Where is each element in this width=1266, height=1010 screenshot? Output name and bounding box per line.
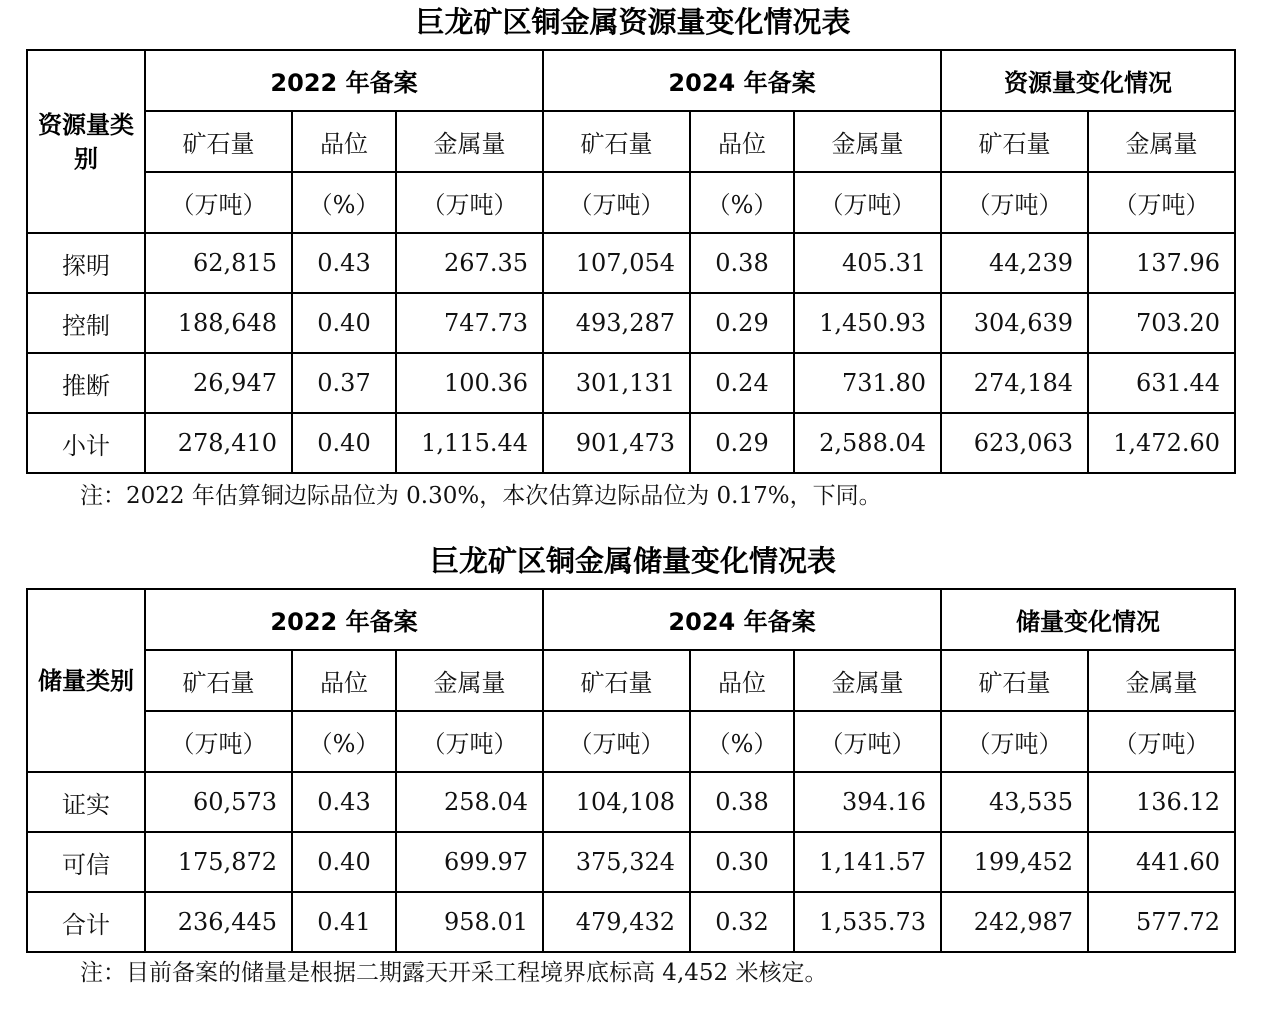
table-row [27, 832, 1235, 892]
cell-ore-2024: 301,131 [543, 353, 690, 413]
subheader-grade: 品位 [292, 111, 396, 172]
unit-label: （万吨） [1088, 711, 1235, 772]
cell-metal-2022: 958.01 [396, 892, 543, 952]
subheader-ore: 矿石量 [145, 650, 292, 711]
row-label: 控制 [27, 293, 145, 353]
cell-ore-change: 242,987 [941, 892, 1088, 952]
cell-metal-2024: 405.31 [794, 233, 941, 293]
cell-metal-2022: 258.04 [396, 772, 543, 832]
cell-ore-2022: 175,872 [145, 832, 292, 892]
cell-ore-2022: 236,445 [145, 892, 292, 952]
resource-table-title: 巨龙矿区铜金属资源量变化情况表 [415, 5, 851, 39]
table-row [27, 293, 1235, 353]
cell-grade-2024: 0.30 [690, 832, 794, 892]
subheader-ore: 矿石量 [543, 111, 690, 172]
subheader-ore: 矿石量 [145, 111, 292, 172]
unit-label: （%） [690, 172, 794, 233]
cell-metal-2024: 2,588.04 [794, 413, 941, 473]
unit-label: （万吨） [794, 711, 941, 772]
row-label: 推断 [27, 353, 145, 413]
category-header: 资源量类别 [27, 50, 145, 233]
unit-label: （万吨） [396, 711, 543, 772]
table-row-subtotal [27, 413, 1235, 473]
cell-metal-2024: 1,450.93 [794, 293, 941, 353]
subheader-metal: 金属量 [396, 111, 543, 172]
reserve-table-note: 注：目前备案的储量是根据二期露天开采工程境界底标高 4,452 米核定。 [80, 960, 828, 986]
unit-label: （万吨） [543, 711, 690, 772]
unit-label: （%） [292, 711, 396, 772]
cell-grade-2024: 0.38 [690, 233, 794, 293]
unit-label: （万吨） [145, 172, 292, 233]
cell-metal-change: 577.72 [1088, 892, 1235, 952]
unit-label: （%） [292, 172, 396, 233]
cell-metal-2022: 699.97 [396, 832, 543, 892]
cell-metal-change: 1,472.60 [1088, 413, 1235, 473]
cell-ore-change: 44,239 [941, 233, 1088, 293]
cell-ore-2022: 26,947 [145, 353, 292, 413]
header-row-units [27, 172, 1235, 233]
cell-metal-change: 136.12 [1088, 772, 1235, 832]
header-row-subheaders [27, 650, 1235, 711]
header-row-subheaders [27, 111, 1235, 172]
cell-grade-2022: 0.40 [292, 413, 396, 473]
cell-grade-2024: 0.38 [690, 772, 794, 832]
cell-metal-2022: 100.36 [396, 353, 543, 413]
resource-table-note: 注：2022 年估算铜边际品位为 0.30%，本次估算边际品位为 0.17%，下同。 [80, 483, 882, 509]
cell-grade-2022: 0.40 [292, 832, 396, 892]
cell-ore-2022: 60,573 [145, 772, 292, 832]
row-label: 可信 [27, 832, 145, 892]
cell-grade-2024: 0.29 [690, 413, 794, 473]
cell-ore-2024: 901,473 [543, 413, 690, 473]
subheader-grade: 品位 [690, 111, 794, 172]
cell-ore-2022: 188,648 [145, 293, 292, 353]
subheader-ore: 矿石量 [543, 650, 690, 711]
unit-label: （万吨） [543, 172, 690, 233]
cell-metal-2022: 1,115.44 [396, 413, 543, 473]
group-header-2024: 2024 年备案 [543, 50, 941, 111]
subheader-metal: 金属量 [794, 650, 941, 711]
group-header-2022: 2022 年备案 [145, 50, 543, 111]
cell-metal-change: 703.20 [1088, 293, 1235, 353]
group-header-2024: 2024 年备案 [543, 589, 941, 650]
cell-metal-2024: 394.16 [794, 772, 941, 832]
cell-ore-2024: 375,324 [543, 832, 690, 892]
row-label: 证实 [27, 772, 145, 832]
cell-metal-2024: 1,141.57 [794, 832, 941, 892]
cell-metal-2022: 267.35 [396, 233, 543, 293]
table-row [27, 353, 1235, 413]
unit-label: （万吨） [941, 172, 1088, 233]
cell-ore-2024: 107,054 [543, 233, 690, 293]
header-row-groups [27, 589, 1235, 650]
category-header: 储量类别 [27, 589, 145, 772]
cell-ore-2022: 62,815 [145, 233, 292, 293]
cell-grade-2024: 0.29 [690, 293, 794, 353]
cell-ore-2024: 479,432 [543, 892, 690, 952]
subheader-grade: 品位 [292, 650, 396, 711]
cell-ore-change: 199,452 [941, 832, 1088, 892]
subheader-ore: 矿石量 [941, 111, 1088, 172]
group-header-change: 储量变化情况 [941, 589, 1235, 650]
cell-ore-change: 274,184 [941, 353, 1088, 413]
group-header-2022: 2022 年备案 [145, 589, 543, 650]
subheader-ore: 矿石量 [941, 650, 1088, 711]
cell-grade-2022: 0.40 [292, 293, 396, 353]
subheader-metal: 金属量 [794, 111, 941, 172]
cell-metal-2022: 747.73 [396, 293, 543, 353]
cell-metal-change: 137.96 [1088, 233, 1235, 293]
cell-ore-2024: 493,287 [543, 293, 690, 353]
table-row-total [27, 892, 1235, 952]
header-row-groups [27, 50, 1235, 111]
subheader-grade: 品位 [690, 650, 794, 711]
unit-label: （万吨） [1088, 172, 1235, 233]
unit-label: （%） [690, 711, 794, 772]
subheader-metal: 金属量 [1088, 650, 1235, 711]
cell-ore-change: 43,535 [941, 772, 1088, 832]
cell-grade-2024: 0.32 [690, 892, 794, 952]
cell-metal-2024: 1,535.73 [794, 892, 941, 952]
row-label: 探明 [27, 233, 145, 293]
cell-ore-2022: 278,410 [145, 413, 292, 473]
subheader-metal: 金属量 [396, 650, 543, 711]
cell-grade-2022: 0.37 [292, 353, 396, 413]
cell-ore-change: 623,063 [941, 413, 1088, 473]
cell-grade-2024: 0.24 [690, 353, 794, 413]
subheader-metal: 金属量 [1088, 111, 1235, 172]
unit-label: （万吨） [941, 711, 1088, 772]
unit-label: （万吨） [396, 172, 543, 233]
group-header-change: 资源量变化情况 [941, 50, 1235, 111]
resource-table [26, 49, 1236, 474]
cell-metal-change: 631.44 [1088, 353, 1235, 413]
header-row-units [27, 711, 1235, 772]
reserve-table [26, 588, 1236, 953]
cell-ore-2024: 104,108 [543, 772, 690, 832]
cell-grade-2022: 0.43 [292, 233, 396, 293]
cell-grade-2022: 0.41 [292, 892, 396, 952]
cell-ore-change: 304,639 [941, 293, 1088, 353]
reserve-table-title: 巨龙矿区铜金属储量变化情况表 [429, 544, 836, 578]
cell-grade-2022: 0.43 [292, 772, 396, 832]
unit-label: （万吨） [145, 711, 292, 772]
unit-label: （万吨） [794, 172, 941, 233]
row-label: 小计 [27, 413, 145, 473]
table-row [27, 233, 1235, 293]
row-label: 合计 [27, 892, 145, 952]
table-row [27, 772, 1235, 832]
cell-metal-change: 441.60 [1088, 832, 1235, 892]
cell-metal-2024: 731.80 [794, 353, 941, 413]
